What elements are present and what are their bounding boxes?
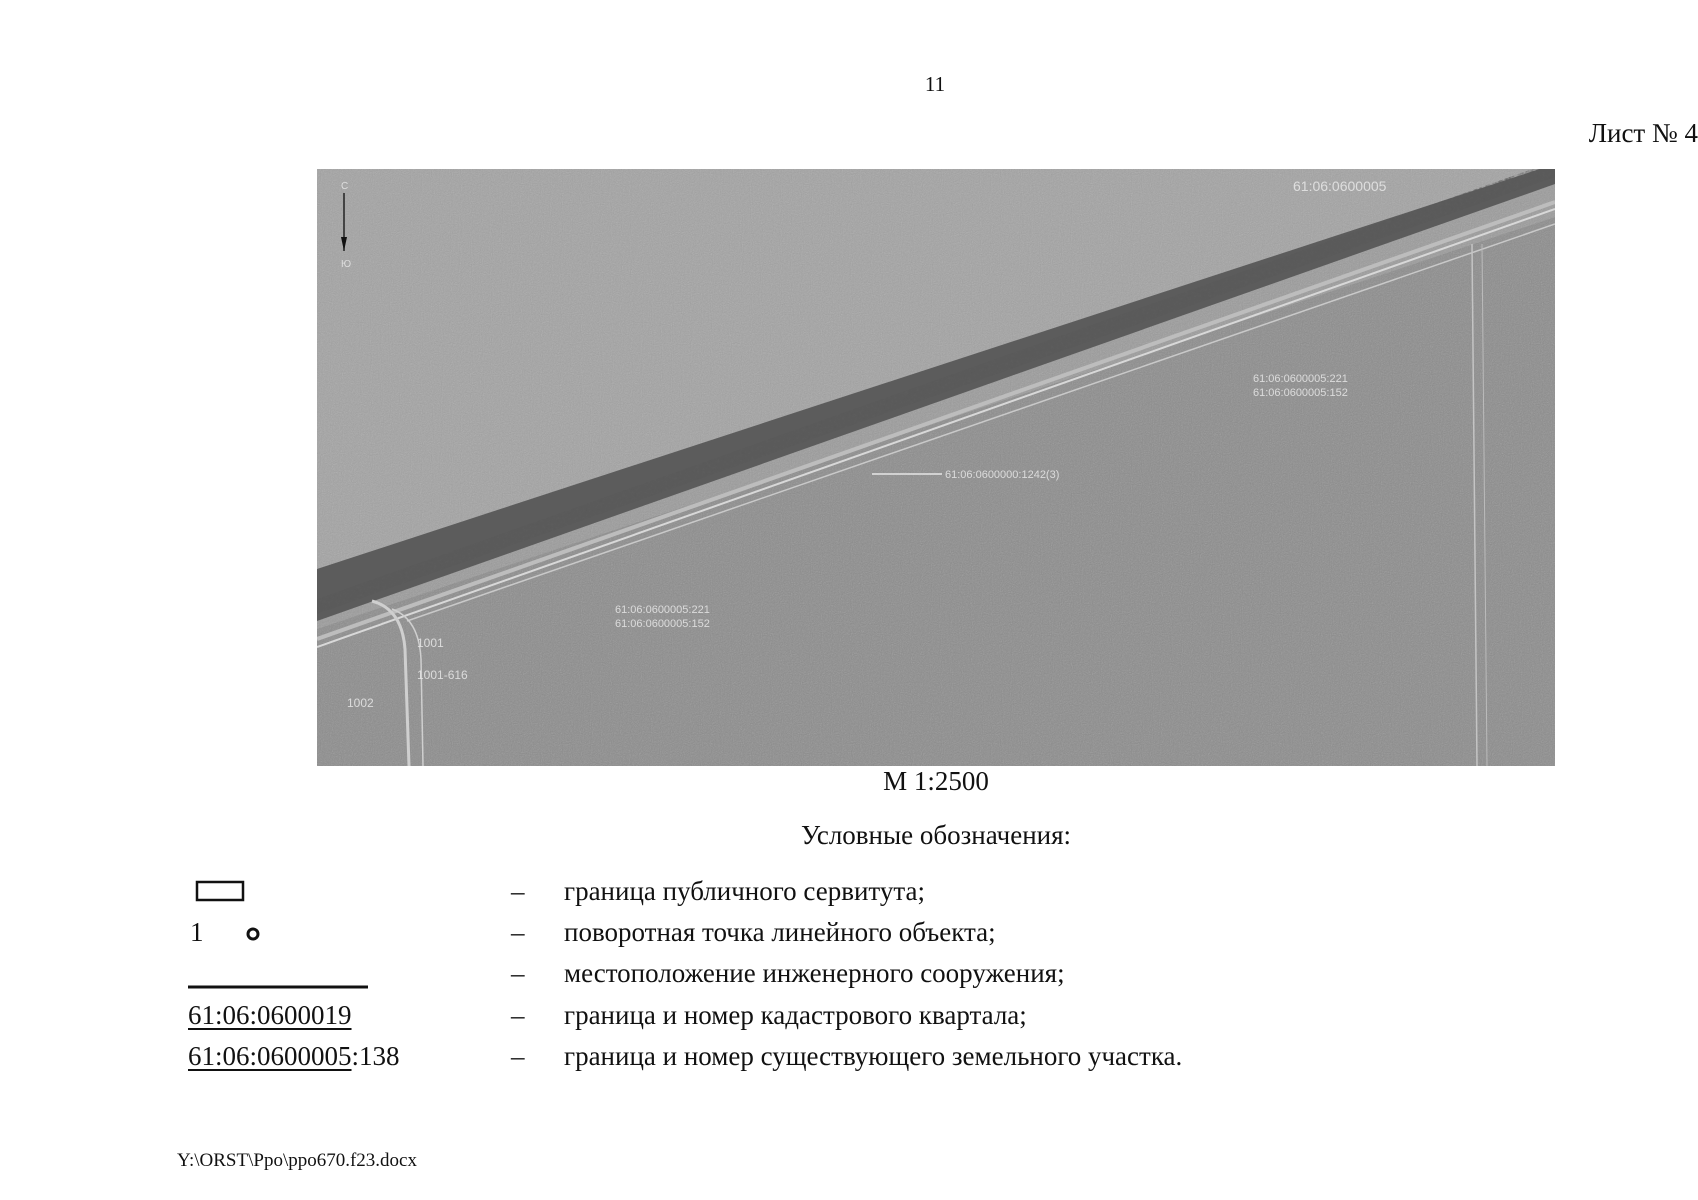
map-label-quarter: 61:06:0600005 bbox=[1293, 178, 1387, 194]
svg-text:Ю: Ю bbox=[341, 259, 352, 270]
legend-item-land-parcel bbox=[0, 1041, 1698, 1081]
map-label-parcel-left-1: 61:06:0600005:221 bbox=[615, 604, 710, 616]
legend-symbol-quarter-number: 61:06:0600019 bbox=[188, 1000, 352, 1030]
map-label-parcel-left-2: 61:06:0600005:152 bbox=[615, 618, 710, 630]
map-scale: М 1:2500 bbox=[883, 766, 989, 796]
map-label-parcel-right-1: 61:06:0600005:221 bbox=[1253, 373, 1348, 385]
map-label-bottom-left-1: 1001 bbox=[417, 636, 444, 650]
legend-dash: – bbox=[511, 917, 525, 947]
legend-text: граница публичного сервитута; bbox=[564, 876, 925, 906]
legend-title: Условные обозначения: bbox=[800, 820, 1072, 850]
legend-dash: – bbox=[511, 1000, 525, 1030]
legend-text: граница и номер существующего земельного участка. bbox=[564, 1041, 1183, 1071]
legend-dash: – bbox=[511, 958, 525, 988]
legend-text: граница и номер кадастрового квартала; bbox=[564, 1000, 1027, 1030]
svg-text:С: С bbox=[341, 181, 349, 192]
aerial-map bbox=[317, 169, 1555, 766]
legend-item-easement-boundary bbox=[0, 876, 1698, 916]
legend-symbol-parcel-number: 61:06:0600005:138 bbox=[188, 1041, 400, 1071]
turning-point-icon bbox=[248, 929, 258, 939]
legend-dash: – bbox=[511, 1041, 525, 1071]
map-label-bottom-left-2: 1001-616 bbox=[417, 668, 468, 682]
page-number: 11 bbox=[924, 72, 946, 96]
map-label-parcel-right-2: 61:06:0600005:152 bbox=[1253, 387, 1348, 399]
footer-file-path: Y:\ORST\Ppo\ppo670.f23.docx bbox=[177, 1150, 417, 1171]
map-label-bottom-left-3: 1002 bbox=[347, 696, 374, 710]
legend-point-number: 1 bbox=[190, 917, 204, 947]
legend-dash: – bbox=[511, 876, 525, 906]
legend-item-cadastral-quarter bbox=[0, 1000, 1698, 1040]
legend-text: местоположение инженерного сооружения; bbox=[564, 958, 1065, 988]
legend-text: поворотная точка линейного объекта; bbox=[564, 917, 996, 947]
legend-item-turning-point bbox=[0, 917, 1698, 957]
sheet-label: Лист № 4 bbox=[1588, 118, 1698, 148]
legend-item-engineering-structure bbox=[0, 958, 1698, 998]
map-label-road: 61:06:0600000:1242(3) bbox=[945, 469, 1060, 481]
